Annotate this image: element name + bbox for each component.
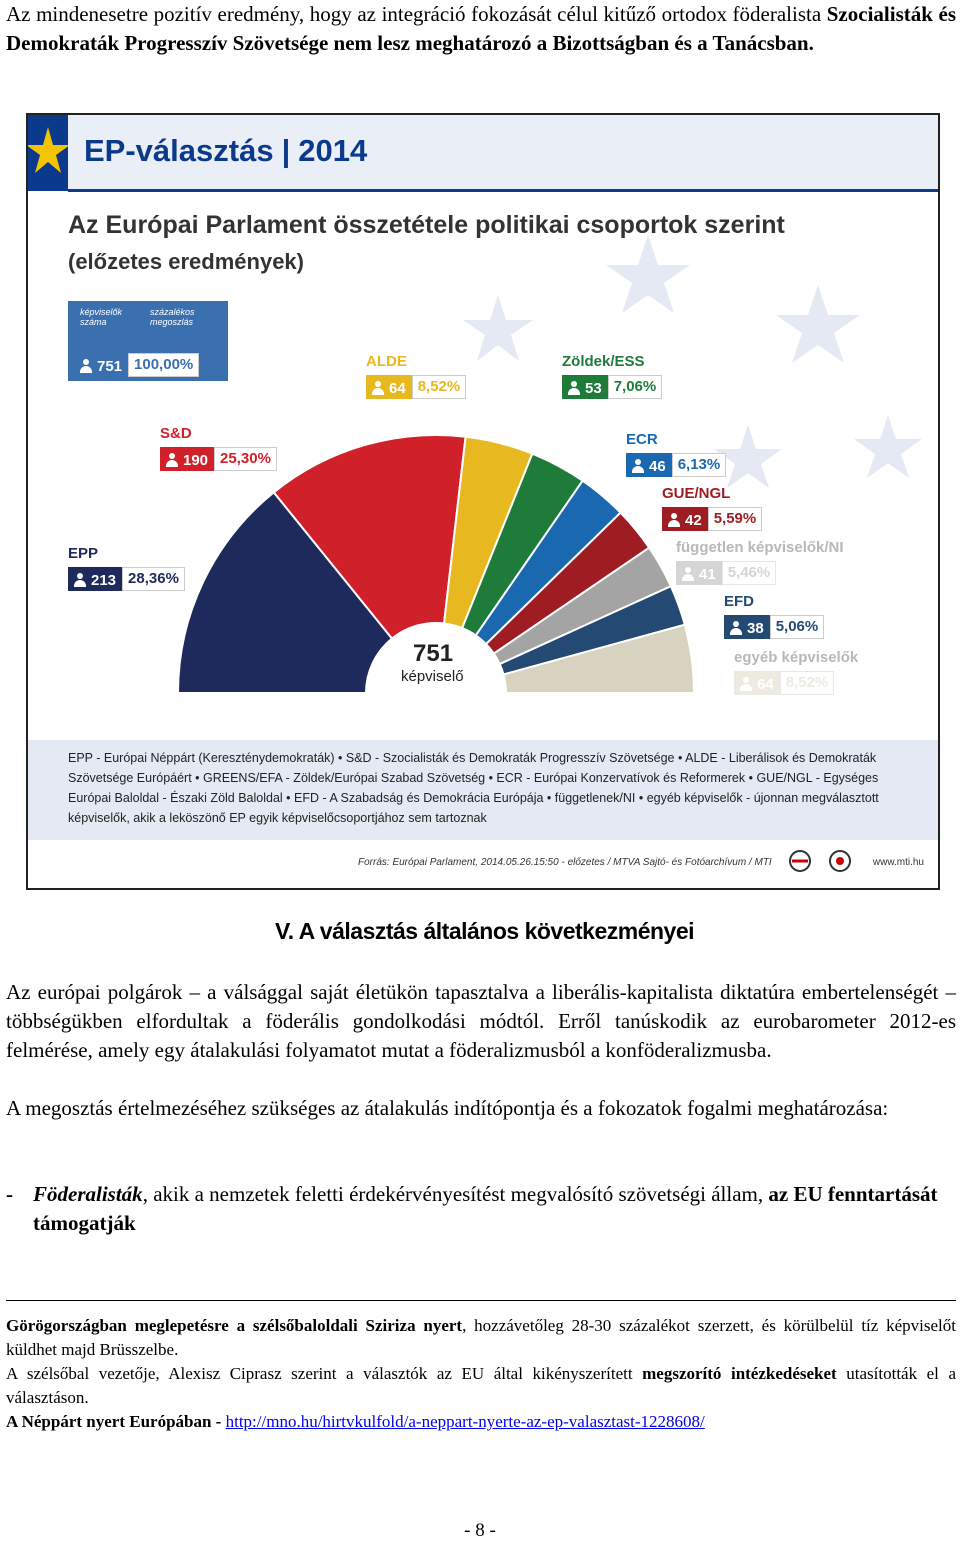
seat-count: 46 xyxy=(649,457,666,475)
footnote-3-bold: A Néppárt nyert Európában - xyxy=(6,1412,226,1431)
seat-count: 213 xyxy=(91,571,117,589)
mti-logos xyxy=(770,849,880,878)
person-icon xyxy=(74,573,86,587)
header-left-text: EP-választás xyxy=(84,133,274,168)
person-icon xyxy=(372,381,384,395)
label-epp: EPP xyxy=(68,545,99,562)
bullet-content xyxy=(33,1180,956,1238)
bullet-term: Föderalisták xyxy=(33,1182,143,1206)
bullet-dash: - xyxy=(6,1182,13,1206)
person-icon xyxy=(632,459,644,473)
seat-percentage: 5,59% xyxy=(708,507,763,531)
legend-line: Szövetsége Európáért • GREENS/EFA - Zöldek/Európai Szabad Szövetség • ECR - Európai Konzervatívok és Reformerek • GUE/NGL - Egységes xyxy=(68,771,879,785)
seat-count: 64 xyxy=(757,675,774,693)
person-icon xyxy=(668,513,680,527)
intro-text: Az mindenesetre pozitív eredmény, hogy az integráció fokozását célul kitűző ortodox föderalista xyxy=(6,2,827,26)
pill-alde xyxy=(366,375,466,399)
ep-election-infographic xyxy=(26,113,940,890)
seats-box xyxy=(626,453,672,477)
label-z-ldek-ess: Zöldek/ESS xyxy=(562,353,645,370)
infographic-title: Az Európai Parlament összetétele politikai csoportok szerint xyxy=(68,211,785,239)
seats-box xyxy=(662,507,708,531)
seat-percentage: 8,52% xyxy=(412,375,467,399)
key-pct-label: százalékos megoszlás xyxy=(150,307,195,327)
intro-paragraph xyxy=(6,0,956,58)
label-alde: ALDE xyxy=(366,353,407,370)
footnote-3 xyxy=(6,1410,956,1434)
seats-box xyxy=(724,615,770,639)
center-number: 751 xyxy=(413,640,454,667)
pill-epp xyxy=(68,567,185,591)
abbreviation-legend xyxy=(28,740,938,840)
pill-z-ldek-ess xyxy=(562,375,662,399)
footnote-separator xyxy=(6,1300,956,1301)
source-link[interactable]: http://mno.hu/hirtvkulfold/a-neppart-nyerte-az-ep-valasztast-1228608/ xyxy=(225,1412,705,1431)
footnote-1-bold: Görögországban meglepetésre a szélsőbaloldali Sziriza nyert xyxy=(6,1316,463,1335)
footnote-1 xyxy=(6,1314,956,1362)
source-text: Forrás: Európai Parlament, 2014.05.26.15:50 - előzetes / MTVA Sajtó- és Fotóarchívum / MTI xyxy=(358,857,772,868)
seats-box xyxy=(68,567,122,591)
seat-count: 190 xyxy=(183,451,209,469)
key-seats-label: képviselők száma xyxy=(80,307,123,327)
label-egy-b-k-pvisel-k: egyéb képviselők xyxy=(734,649,859,666)
seat-percentage: 28,36% xyxy=(122,567,185,591)
bullet-item xyxy=(6,1180,956,1238)
center-label: képviselő xyxy=(401,668,464,685)
person-icon xyxy=(740,677,752,691)
person-icon xyxy=(568,381,580,395)
label-efd: EFD xyxy=(724,593,754,610)
total-pct: 100,00% xyxy=(128,353,199,377)
seat-percentage: 25,30% xyxy=(214,447,277,471)
total-seats: 751 xyxy=(97,357,123,375)
source-website: www.mti.hu xyxy=(872,857,924,868)
seat-percentage: 5,06% xyxy=(770,615,825,639)
person-icon xyxy=(166,453,178,467)
pill-f-ggetlen-k-pvisel-k-ni xyxy=(676,561,776,585)
legend-line: képviselők, akik a leköszönő EP egyik képviselőcsoportjához sem tartoznak xyxy=(68,811,487,825)
label-gue-ngl: GUE/NGL xyxy=(662,485,731,502)
pill-efd xyxy=(724,615,824,639)
footnote-2-bold: megszorító intézkedéseket xyxy=(642,1364,837,1383)
seat-percentage: 8,52% xyxy=(780,671,835,695)
seat-percentage: 7,06% xyxy=(608,375,663,399)
footnote-2 xyxy=(6,1362,956,1410)
seat-percentage: 5,46% xyxy=(722,561,777,585)
seats-box xyxy=(160,447,214,471)
footnote-1-text: , hozzávetőleg 28-30 százalékot szerzett, és körülbelül tíz képviselőt küldhet majd Brüsszelbe. xyxy=(6,1316,957,1359)
label-f-ggetlen-k-pvisel-k-ni: független képviselők/NI xyxy=(676,539,844,556)
person-icon xyxy=(682,567,694,581)
label-ecr: ECR xyxy=(626,431,658,448)
page-number: - 8 - xyxy=(464,1520,496,1541)
footnote-2-text: A szélsőbal vezetője, Alexisz Ciprasz szerint a választók az EU által kikényszerített xyxy=(6,1364,643,1383)
body-paragraph-2: A megosztás értelmezéséhez szükséges az átalakulás indítópontja és a fokozatok fogalmi meghatározása: xyxy=(6,1096,889,1120)
seats-box xyxy=(562,375,608,399)
seat-count: 42 xyxy=(685,511,702,529)
legend-line: EPP - Európai Néppárt (Kereszténydemokraták) • S&D - Szocialisták és Demokraták Progresszív Szövetsége • ALDE - Liberálisok és Demokraták xyxy=(68,751,877,765)
seat-percentage: 6,13% xyxy=(672,453,727,477)
legend-line: Európai Baloldal - Északi Zöld Baloldal • EFD - A Szabadság és Demokrácia Európája • függetlenek/NI • egyéb képviselők - újonnan megválasztott xyxy=(68,791,879,805)
intro-bold-text: Szocialisták és Demokraták Progresszív Szövetsége nem lesz meghatározó a Bizottságban és a Tanácsban. xyxy=(6,2,956,55)
seats-box xyxy=(676,561,722,585)
label-s-d: S&D xyxy=(160,425,192,442)
seat-count: 41 xyxy=(699,565,716,583)
bullet-bold-text: az EU fenntartását támogatják xyxy=(33,1182,938,1235)
pill-ecr xyxy=(626,453,726,477)
seat-count: 53 xyxy=(585,379,602,397)
pill-gue-ngl xyxy=(662,507,762,531)
person-icon xyxy=(730,621,742,635)
footnote-2-text-end: utasították el a választáson. xyxy=(6,1364,956,1407)
section-heading: V. A választás általános következményei xyxy=(275,918,695,944)
infographic-subtitle: (előzetes eredmények) xyxy=(68,249,304,274)
seats-box xyxy=(366,375,412,399)
seats-box xyxy=(734,671,780,695)
header-year: 2014 xyxy=(298,133,368,168)
bullet-text: , akik a nemzetek feletti érdekérvényesítést megvalósító szövetségi állam, xyxy=(142,1182,769,1206)
body-paragraph-1: Az európai polgárok – a válsággal saját életükön tapasztalva a liberális-kapitalista diktatúra embertelenségét – többségükben elfordultak a föderális gondolkodási módtól. Erről tanúskodik az eurobarometer 2012-es felmérése, amely egy átalakulási folyamatot mutat a föderalizmusból a konföderalizmusba. xyxy=(6,980,956,1062)
pill-s-d xyxy=(160,447,277,471)
pill-egy-b-k-pvisel-k xyxy=(734,671,834,695)
header-separator: | xyxy=(281,133,291,168)
seat-count: 38 xyxy=(747,619,764,637)
mti-logo-icon xyxy=(770,849,880,873)
seat-count: 64 xyxy=(389,379,406,397)
